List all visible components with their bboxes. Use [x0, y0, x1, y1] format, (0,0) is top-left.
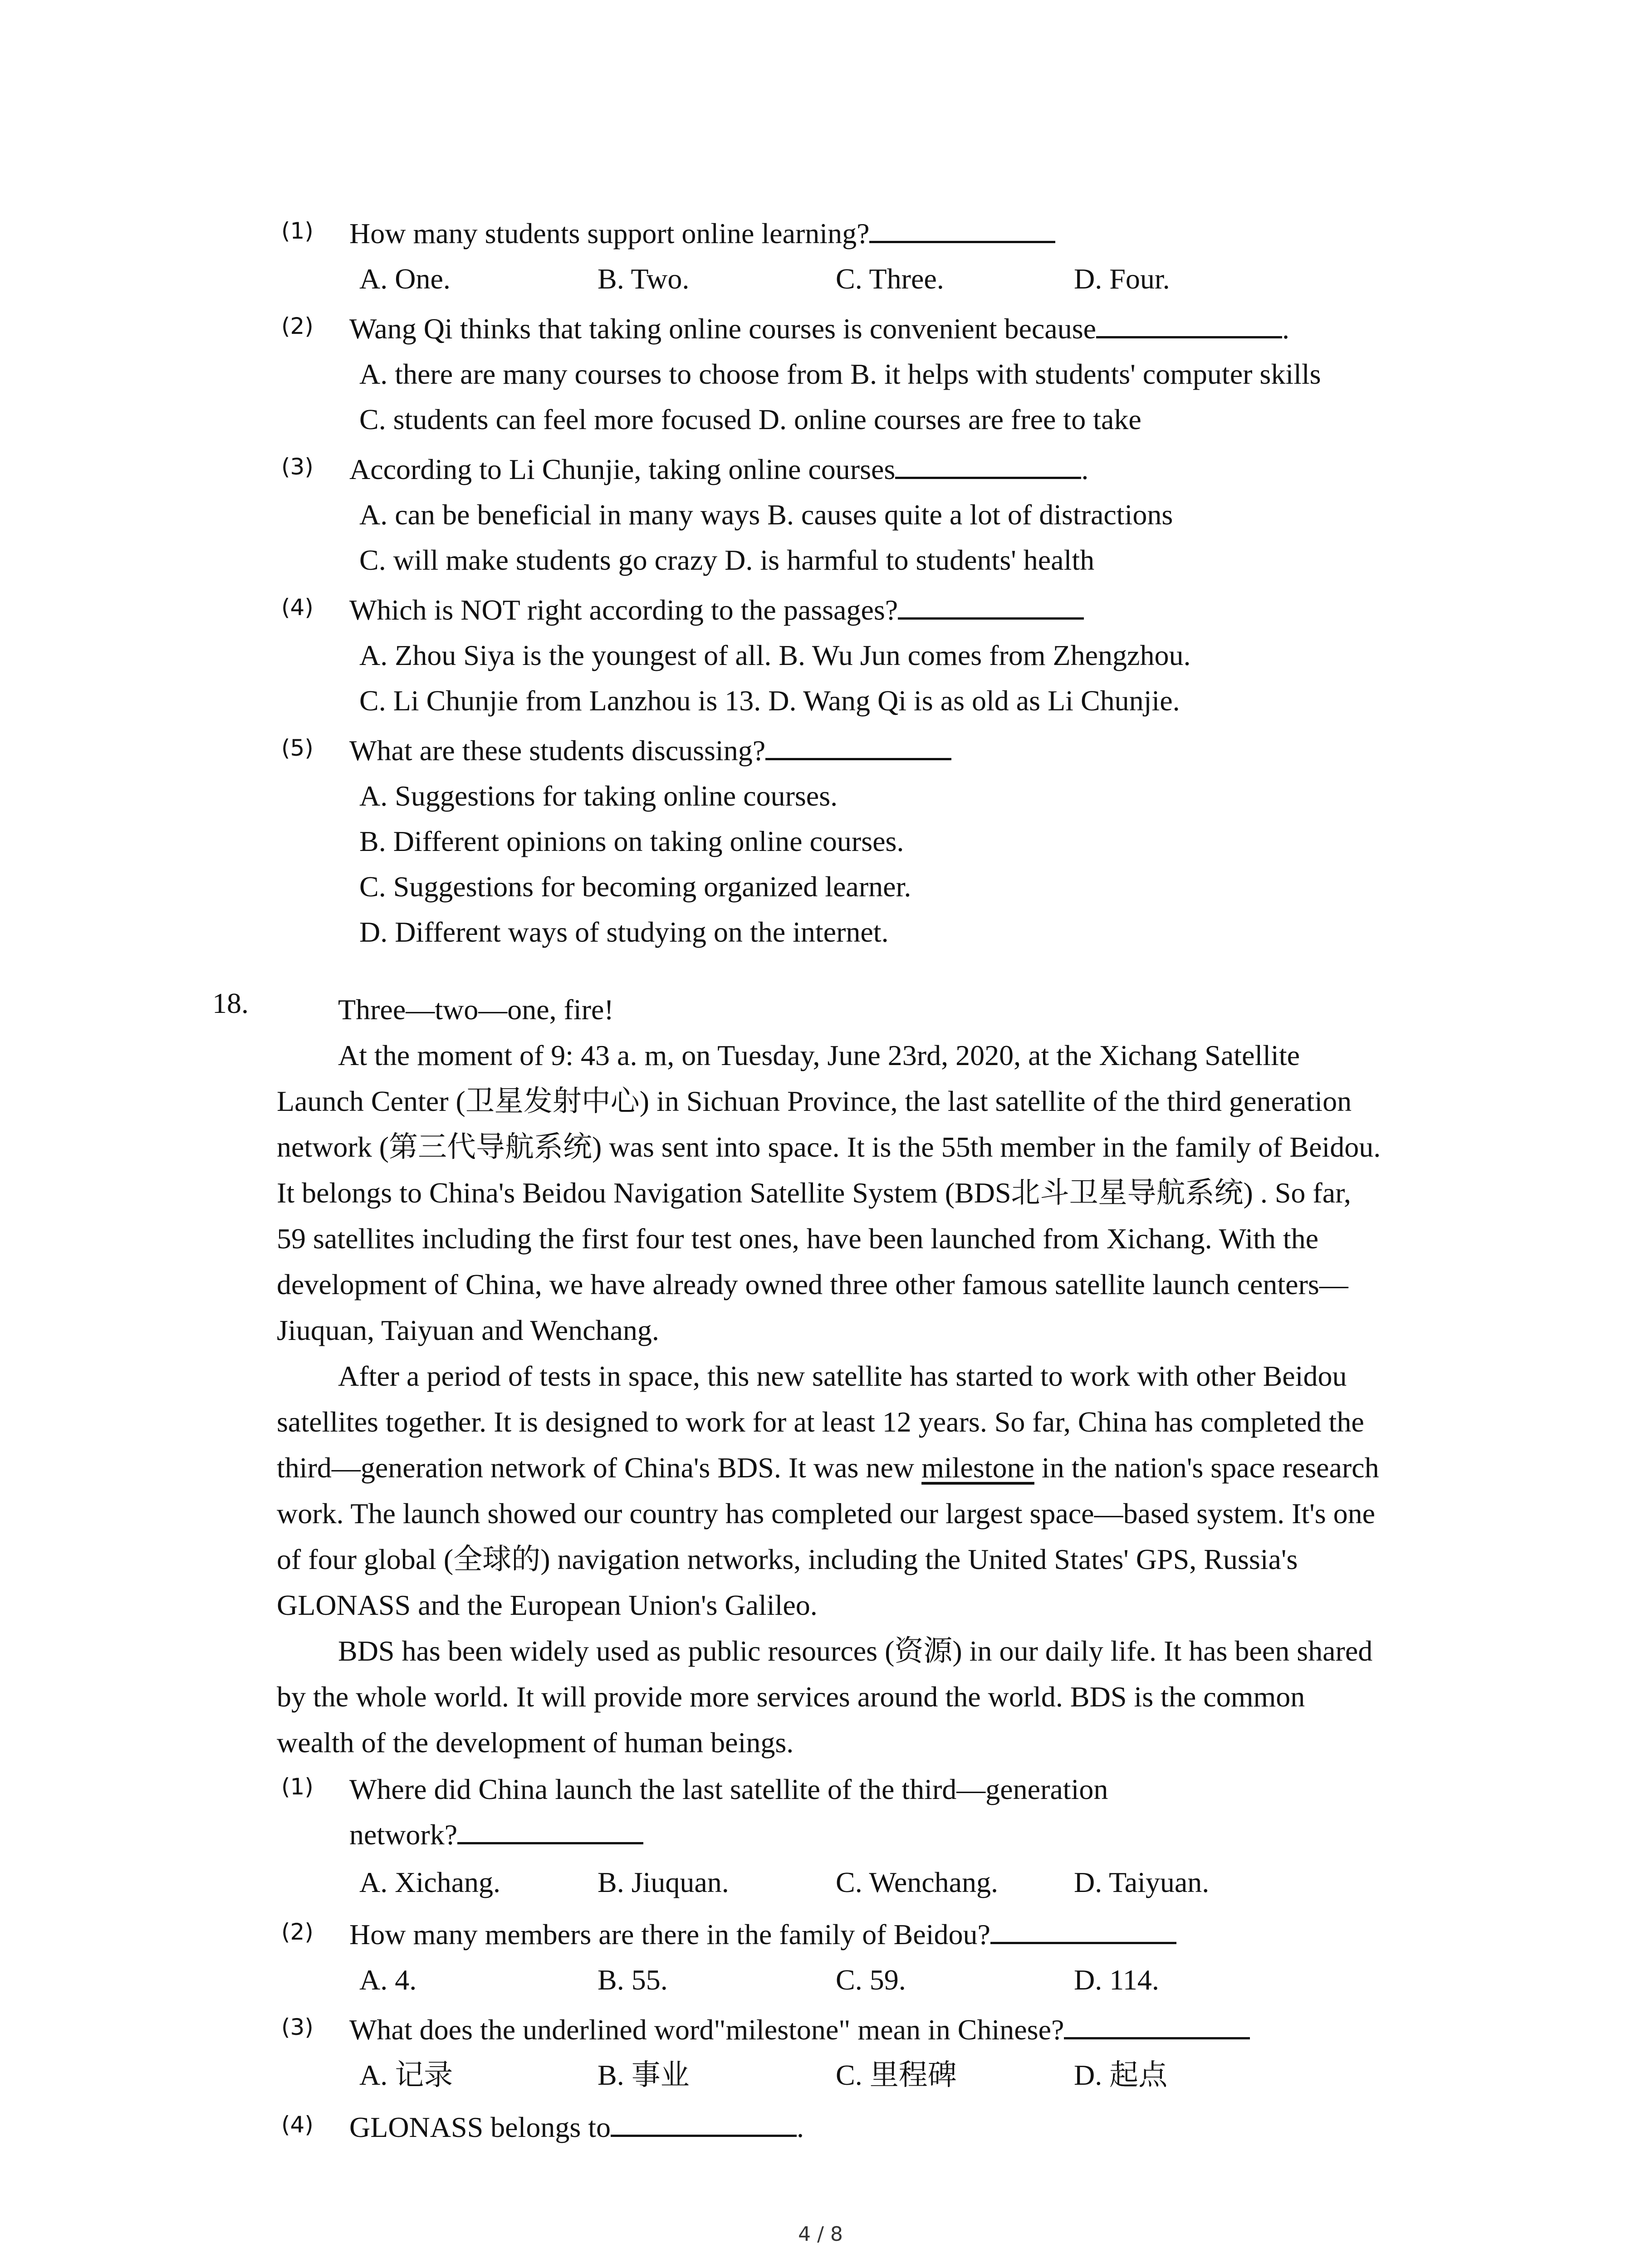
options-line[interactable]: C. students can feel more focused D. online courses are free to take [359, 403, 1141, 435]
option-d[interactable]: D. Different ways of studying on the internet. [359, 916, 889, 948]
passage-line: by the whole world. It will provide more services around the world. BDS is the common [277, 1681, 1305, 1713]
passage-line: After a period of tests in space, this new satellite has started to work with other Beidou [338, 1360, 1347, 1392]
option-c[interactable]: C. Three. [836, 263, 944, 295]
q17-item-3 [281, 447, 1425, 583]
item-number: (4) [281, 594, 314, 621]
passage-line: wealth of the development of human beings. [277, 1726, 794, 1759]
answer-blank[interactable] [611, 2107, 797, 2137]
options-line[interactable]: C. will make students go crazy D. is harmful to students' health [359, 544, 1095, 576]
passage-line: satellites together. It is designed to work for at least 12 years. So far, China has completed the [277, 1406, 1364, 1438]
question-text: What are these students discussing? [349, 734, 766, 767]
passage-line [277, 1445, 1456, 1491]
option-d[interactable]: D. 起点 [1074, 2059, 1168, 2091]
option-b[interactable]: B. Different opinions on taking online courses. [359, 825, 904, 857]
answer-blank[interactable] [898, 589, 1084, 620]
item-number: (3) [281, 454, 314, 480]
passage-line: work. The launch showed our country has completed our largest space—based system. It's one [277, 1497, 1375, 1530]
item-number: (1) [281, 1774, 314, 1800]
passage-line: At the moment of 9: 43 a. m, on Tuesday, June 23rd, 2020, at the Xichang Satellite [338, 1039, 1300, 1071]
passage-line: BDS has been widely used as public resources (资源) in our daily life. It has been shared [338, 1635, 1373, 1667]
underlined-word: milestone [921, 1452, 1034, 1484]
answer-blank[interactable] [990, 1914, 1176, 1944]
q18-item-3 [281, 2007, 1425, 2098]
options-row [281, 256, 1425, 302]
question-text: Wang Qi thinks that taking online courses is convenient because [349, 313, 1096, 345]
item-number: (2) [281, 1919, 314, 1945]
reading-passage [277, 987, 1456, 1765]
question-text: GLONASS belongs to [349, 2111, 611, 2143]
option-a[interactable]: A. 4. [359, 1964, 417, 1996]
option-c[interactable]: C. Wenchang. [836, 1866, 999, 1898]
answer-blank[interactable] [895, 449, 1081, 479]
option-b[interactable]: B. Jiuquan. [598, 1866, 729, 1898]
question-text: How many students support online learning? [349, 217, 870, 249]
question-text: network? [349, 1818, 458, 1851]
option-c[interactable]: C. 里程碑 [836, 2059, 957, 2091]
options-row [281, 1957, 1425, 2003]
question-text: Which is NOT right according to the passages? [349, 594, 898, 626]
answer-blank[interactable] [1064, 2009, 1250, 2039]
q17-item-5 [281, 728, 1425, 955]
passage-text: in the nation's space research [1034, 1452, 1379, 1484]
option-b[interactable]: B. 事业 [598, 2059, 690, 2091]
passage-title: Three—two—one, fire! [338, 993, 614, 1026]
passage-line: Jiuquan, Taiyuan and Wenchang. [277, 1314, 659, 1346]
question-text: What does the underlined word"milestone" mean in Chinese? [349, 2014, 1064, 2046]
passage-text: third—generation network of China's BDS. It was new [277, 1452, 922, 1484]
item-number: (4) [281, 2112, 314, 2138]
item-number: (1) [281, 218, 314, 244]
question-text: According to Li Chunjie, taking online courses [349, 453, 896, 485]
option-d[interactable]: D. 114. [1074, 1964, 1159, 1996]
options-line[interactable]: A. Zhou Siya is the youngest of all. B. Wu Jun comes from Zhengzhou. [359, 639, 1191, 671]
question-tail: . [1081, 453, 1089, 485]
q17-item-1 [281, 211, 1425, 302]
question-number: 18. [212, 987, 249, 1019]
item-number: (5) [281, 735, 314, 761]
q17-item-4 [281, 587, 1425, 723]
q17-item-2 [281, 306, 1425, 442]
option-b[interactable]: B. Two. [598, 263, 690, 295]
options-line[interactable]: C. Li Chunjie from Lanzhou is 13. D. Wang Qi is as old as Li Chunjie. [359, 684, 1180, 717]
q18-item-2 [281, 1912, 1425, 2003]
question-tail: . [1282, 313, 1289, 345]
options-line[interactable]: A. there are many courses to choose from B. it helps with students' computer skills [359, 358, 1321, 390]
option-a[interactable]: A. 记录 [359, 2059, 453, 2091]
answer-blank[interactable] [765, 730, 951, 760]
q18-item-4 [281, 2105, 1425, 2150]
passage-line: 59 satellites including the first four test ones, have been launched from Xichang. With the [277, 1222, 1319, 1255]
option-a[interactable]: A. Suggestions for taking online courses. [359, 780, 838, 812]
passage-line: It belongs to China's Beidou Navigation Satellite System (BDS北斗卫星导航系统) . So far, [277, 1177, 1351, 1209]
question-text: Where did China launch the last satellite of the third—generation [349, 1773, 1108, 1805]
options-row [281, 1860, 1425, 1905]
option-c[interactable]: C. 59. [836, 1964, 906, 1996]
answer-blank[interactable] [457, 1814, 643, 1844]
passage-line: development of China, we have already owned three other famous satellite launch centers— [277, 1268, 1348, 1300]
item-number: (3) [281, 2014, 314, 2040]
options-row [281, 2053, 1425, 2098]
page-number: 4 / 8 [798, 2223, 843, 2246]
question-text: How many members are there in the family of Beidou? [349, 1918, 990, 1950]
option-a[interactable]: A. Xichang. [359, 1866, 501, 1898]
q18-item-1 [281, 1767, 1425, 1905]
answer-blank[interactable] [869, 213, 1055, 243]
options-line[interactable]: A. can be beneficial in many ways B. causes quite a lot of distractions [359, 499, 1173, 531]
passage-line: Launch Center (卫星发射中心) in Sichuan Province, the last satellite of the third generation [277, 1085, 1352, 1117]
question-tail: . [797, 2111, 804, 2143]
passage-line: network (第三代导航系统) was sent into space. It is the 55th member in the family of Beidou. [277, 1131, 1381, 1163]
answer-blank[interactable] [1096, 308, 1282, 338]
passage-line: GLONASS and the European Union's Galileo. [277, 1589, 818, 1621]
item-number: (2) [281, 313, 314, 339]
option-d[interactable]: D. Taiyuan. [1074, 1866, 1210, 1898]
passage-line: of four global (全球的) navigation networks, including the United States' GPS, Russia's [277, 1543, 1298, 1575]
option-b[interactable]: B. 55. [598, 1964, 668, 1996]
option-c[interactable]: C. Suggestions for becoming organized learner. [359, 870, 911, 903]
option-a[interactable]: A. One. [359, 263, 451, 295]
option-d[interactable]: D. Four. [1074, 263, 1170, 295]
